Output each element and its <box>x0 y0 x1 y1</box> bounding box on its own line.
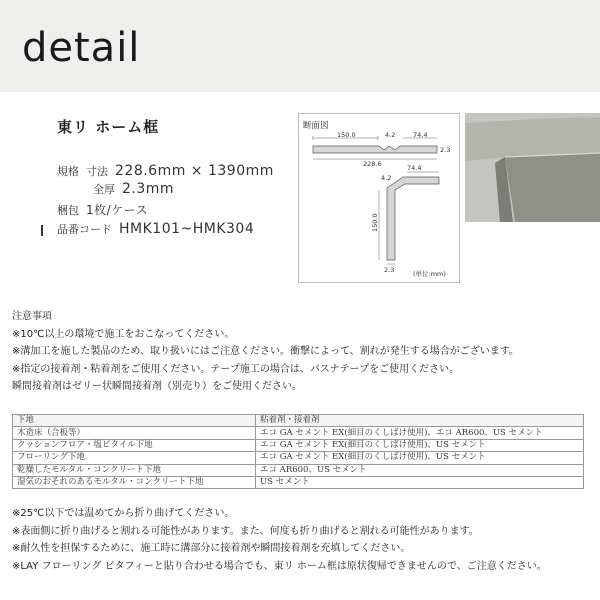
dim-150-top: 150.0 <box>337 131 356 139</box>
note-line: ※指定の接着剤・粘着剤をご使用ください。テープ施工の場合は、パスナテープをご使用ください。 <box>12 363 460 375</box>
table-header-adhesive: 粘着剤・接着剤 <box>256 415 584 427</box>
table-row <box>13 452 584 464</box>
table-cell: エコ GA セメント EX(細目のくしばけ使用)、エコ AR600、US セメント <box>256 427 584 439</box>
note-line: ※10℃以上の環境で施工をおこなってください。 <box>12 328 235 340</box>
unit-label: (単位:mm) <box>413 270 446 278</box>
size-label: 寸法 <box>86 165 108 178</box>
table-row <box>13 476 584 488</box>
note-line: 瞬間接着剤はゼリー状瞬間接着剤（別売り）をご使用ください。 <box>12 381 302 392</box>
dim-4-2-top: 4.2 <box>385 131 396 139</box>
size-value: 228.6mm × 1390mm <box>115 163 274 179</box>
table-cell: US セメント <box>256 476 584 488</box>
adhesive-table <box>12 414 584 489</box>
footer-line: ※25℃以下では温めてから折り曲げてください。 <box>12 508 235 519</box>
code-marker <box>41 225 43 236</box>
table-row <box>13 427 584 439</box>
dim-2-3-top: 2.3 <box>440 146 451 154</box>
spec-thickness-row <box>93 181 174 197</box>
note-line: ※溝加工を施した製品のため、取り扱いにはご注意ください。衝撃によって、割れが発生する場合がございます。 <box>12 346 519 357</box>
table-row <box>13 439 584 451</box>
spec-size-row <box>57 163 274 179</box>
footer-line: ※表面側に折り曲げると割れる可能性があります。また、何度も折り曲げると割れる可能性があります。 <box>12 525 479 537</box>
footer-line: ※LAY フローリング ビタフィーと貼り合わせる場合でも、東リ ホーム框は原状復帰できませんので、ご注意ください。 <box>12 560 547 572</box>
dim-74-4-bottom: 74.4 <box>407 164 422 172</box>
page-title: detail <box>22 25 141 71</box>
table-cell: フローリング下地 <box>13 452 256 464</box>
spec-label: 規格 <box>57 165 79 178</box>
cross-section-diagram <box>298 113 460 283</box>
table-cell: エコ AR600、US セメント <box>256 464 584 476</box>
product-name: 東リ ホーム框 <box>57 118 160 136</box>
table-cell: 木造床（合板等） <box>13 427 256 439</box>
dim-2-3-bottom: 2.3 <box>384 266 395 274</box>
notes-heading: 注意事項 <box>12 311 52 322</box>
spec-pack-row <box>57 201 148 218</box>
code-value: HMK101~HMK304 <box>119 221 255 237</box>
table-cell: クッションフロア・塩ビタイル下地 <box>13 439 256 451</box>
cross-section-svg <box>299 114 459 282</box>
table-cell: エコ GA セメント EX(細目のくしばけ使用)、US セメント <box>256 439 584 451</box>
table-cell: 乾燥したモルタル・コンクリート下地 <box>13 464 256 476</box>
dim-74-4-top: 74.4 <box>413 131 428 139</box>
dim-150-vertical: 150.0 <box>371 213 379 232</box>
pack-value: 1枚/ケース <box>86 203 149 217</box>
pack-label: 梱包 <box>57 204 79 217</box>
spec-code-row <box>57 221 254 237</box>
code-label: 品番コード <box>57 223 112 236</box>
header-band <box>0 0 600 92</box>
table-header-row <box>13 415 584 427</box>
table-row <box>13 464 584 476</box>
dim-228-6: 228.6 <box>363 160 382 168</box>
footer-notes <box>12 505 597 575</box>
thickness-label: 全厚 <box>93 183 115 196</box>
table-cell: エコ GA セメント EX(細目のくしばけ使用)、US セメント <box>256 452 584 464</box>
dim-4-2-bottom: 4.2 <box>381 174 392 182</box>
diagram-title: 断面図 <box>303 121 329 131</box>
table-header-substrate: 下地 <box>13 415 256 427</box>
notes-section <box>12 308 597 396</box>
product-photo <box>465 113 600 222</box>
table-cell: 湿気のおそれのあるモルタル・コンクリート下地 <box>13 476 256 488</box>
product-photo-svg <box>465 113 600 222</box>
footer-line: ※耐久性を担保するために、施工時に溝部分に接着剤や瞬間接着剤を充填してください。 <box>12 543 411 554</box>
thickness-value: 2.3mm <box>122 181 175 197</box>
